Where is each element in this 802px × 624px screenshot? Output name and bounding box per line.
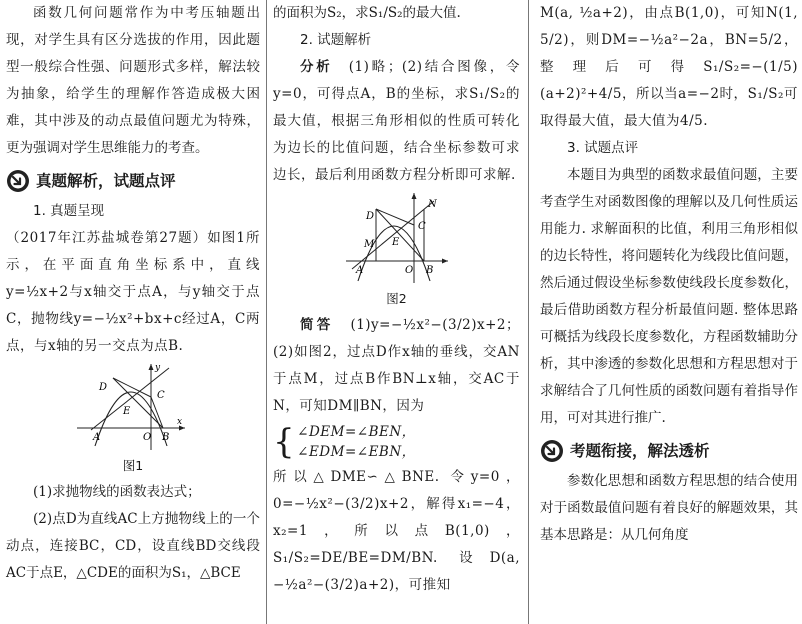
section-arrow-icon — [6, 169, 30, 193]
column-1 — [6, 0, 260, 624]
fig1-label-A: A — [93, 432, 101, 443]
analysis-label: 分析 — [300, 59, 333, 75]
fig1-label-D: D — [99, 382, 108, 393]
brace-line-2: ∠EDM=∠EBN， — [297, 444, 416, 460]
answer-paragraph-1 — [273, 312, 520, 420]
fig2-label-M: M — [363, 239, 374, 250]
subheading-2: 2. 试题解析 — [300, 32, 372, 48]
tail-paragraph: 参数化思想和函数方程思想的结合使用对于函数最值问题有着良好的解题效果，其基本思路是：从几何角度 — [540, 473, 798, 543]
review-paragraph: 本题目为典型的函数求最值问题，主要考查学生对函数图像的理解以及几何性质运用能力. 求解面积的比值，利用三角形相似的边长特性，将问题转化为线段比值问题，然后通过假设坐标参数使线段长度参数化，最后借助函数方程分析最值问题. 整体思路可概括为线段长度参数化，方程函数辅助分析，其中渗透的参数化思想和方程思想对于求解结合了几何性质的函数问题有着指导作用，可对其进行推广. — [540, 167, 798, 426]
fig2-label-E: E — [391, 237, 399, 248]
problem-statement: （2017年江苏盐城卷第27题）如图1所示，在平面直角坐标系中，直线y=½x+2与x轴交于点A，与y轴交于点C，抛物线y=−½x²+bx+c经过A，C两点，与x轴的另一交点为点B. — [6, 230, 260, 354]
section-title-1: 真题解析，试题点评 — [36, 171, 176, 190]
fig1-label-E: E — [123, 406, 131, 417]
fig1-label-B: B — [162, 432, 170, 443]
fig1-label-y: y — [155, 363, 161, 373]
answer-label: 简答 — [300, 317, 334, 333]
fig2-label-O: O — [404, 265, 413, 276]
fig2-label-A: A — [355, 265, 363, 276]
angle-brace-system — [273, 422, 520, 462]
figure-2-diagram — [342, 189, 452, 285]
analysis-text: (1)略；(2)结合图像，令y=0，可得点A，B的坐标，求S₁/S₂的最大值，根据三角形相似的性质可转化为边长的比值问题，结合坐标参数可求边长，最后利用函数方程分析即可求解. — [273, 59, 520, 183]
answer-paragraph-2: 所以△DME∽△BNE. 令y=0，0=−½x²−(3/2)x+2，解得x₁=−4，x₂=1，所以点B(1,0)，S₁/S₂=DE/BE=DM/BN. 设D(a,−½a²−(3/2)a+2)，可推知 — [273, 469, 520, 593]
left-brace-glyph: { — [273, 422, 296, 462]
section-heading-1 — [6, 166, 260, 196]
subheading-3: 3. 试题点评 — [567, 140, 639, 156]
brace-line-1: ∠DEM=∠BEN， — [297, 424, 416, 440]
fig2-label-D: D — [365, 211, 374, 222]
section-arrow-icon — [540, 439, 564, 463]
figure-1-caption: 图1 — [122, 458, 144, 473]
section-heading-2 — [540, 436, 798, 466]
question-2: (2)点D为直线AC上方抛物线上的一个动点，连接BC，CD，设直线BD交线段AC于点E，△CDE的面积为S₁，△BCE — [6, 511, 260, 581]
figure-1-diagram — [73, 360, 193, 452]
column-divider-2 — [528, 0, 529, 624]
fig2-label-B: B — [425, 265, 433, 276]
fig1-label-C: C — [157, 390, 165, 401]
column-3 — [540, 0, 798, 624]
column-2 — [273, 0, 520, 624]
subheading-1: 1. 真题呈现 — [33, 203, 105, 219]
fig1-label-x: x — [177, 417, 183, 427]
answer-text-1: (1)y=−½x²−(3/2)x+2；(2)如图2，过点D作x轴的垂线，交AN于点M，过点B作BN⊥x轴，交AC于N，可知DM∥BN，因为 — [273, 317, 521, 414]
question-1: (1)求抛物线的函数表达式； — [33, 484, 201, 500]
answer-continued: M(a, ½a+2)，由点B(1,0)，可知N(1, 5/2)，则DM=−½a²−2a，BN=5/2，整理后可得S₁/S₂=−(1/5)(a+2)²+4/5，所以当a=−2时，S₁/S₂可取得最大值，最大值为4/5. — [540, 5, 798, 129]
column-divider-1 — [266, 0, 267, 624]
section-title-2: 考题衔接，解法透析 — [570, 441, 710, 460]
intro-paragraph: 函数几何问题常作为中考压轴题出现，对学生具有区分选拔的作用，因此题型一般综合性强、问题形式多样，解法较为抽象，给学生的理解作答造成极大困难，其中涉及的动点最值问题尤为特殊，更为强调对学生思维能力的考查。 — [6, 5, 260, 156]
figure-2-caption: 图2 — [386, 291, 407, 306]
fig2-label-N: N — [427, 199, 437, 210]
fig1-label-O: O — [143, 432, 152, 443]
analysis-paragraph — [273, 54, 520, 189]
fig2-label-C: C — [417, 221, 426, 232]
question-2-continued: 的面积为S₂，求S₁/S₂的最大值. — [273, 5, 461, 21]
